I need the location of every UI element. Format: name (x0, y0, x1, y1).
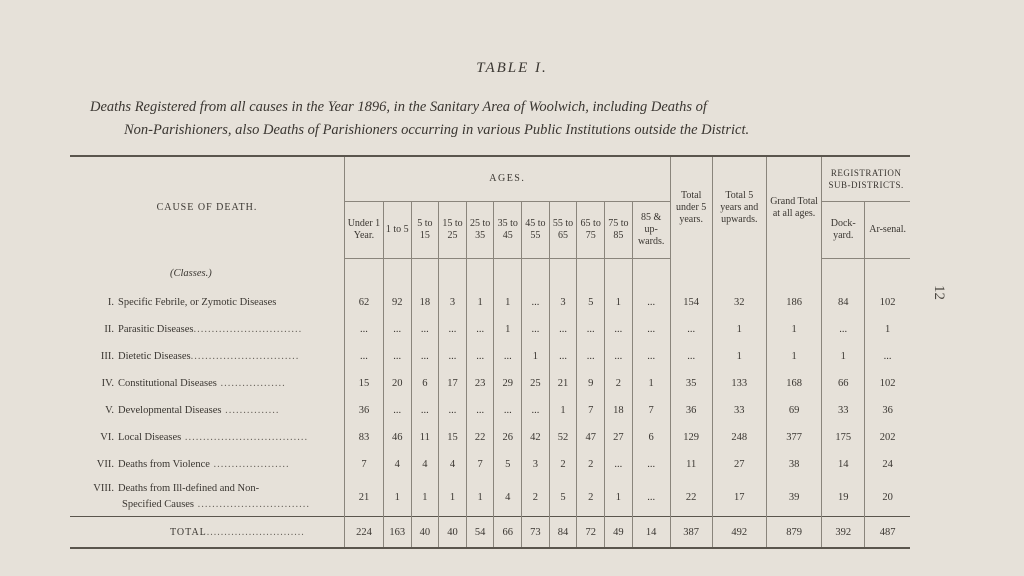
table-cell: 1 (439, 478, 467, 517)
age-col-header: 85 & up-wards. (632, 202, 670, 259)
age-col-header: 25 to 35 (466, 202, 494, 259)
table-cell: ... (549, 316, 577, 343)
table-cell: 52 (549, 424, 577, 451)
table-cell: 26 (494, 424, 522, 451)
total-under-5-header: Total under 5 years. (670, 156, 712, 259)
table-cell: 1 (766, 343, 821, 370)
table-cell: 4 (383, 451, 411, 478)
table-row (70, 424, 910, 451)
table-cell: 15 (439, 424, 467, 451)
class-numeral: I. (107, 297, 114, 308)
table-cell: ... (605, 343, 633, 370)
table-cell: 1 (411, 478, 439, 517)
table-cell: 487 (865, 517, 910, 549)
table-cell: 66 (822, 370, 865, 397)
table-cell: ... (522, 289, 550, 316)
table-cell: 42 (522, 424, 550, 451)
table-cell: 72 (577, 517, 605, 549)
table-cell: 9 (577, 370, 605, 397)
table-cell: 4 (494, 478, 522, 517)
table-row (70, 343, 910, 370)
table-cell: ... (411, 343, 439, 370)
deaths-table-container (70, 155, 910, 549)
cause-label: Deaths from Violence (118, 459, 210, 470)
table-cell: 1 (822, 343, 865, 370)
table-cell: 25 (522, 370, 550, 397)
table-row (70, 397, 910, 424)
table-cell: ... (632, 289, 670, 316)
table-cell: 5 (494, 451, 522, 478)
table-row (70, 451, 910, 478)
cause-cell (70, 343, 344, 370)
subtitle-line-1: Deaths Registered from all causes in the Year 1896, in the Sanitary Area of Woolwich, including Deaths of (90, 99, 707, 115)
table-cell: 5 (549, 478, 577, 517)
table-cell: ... (670, 343, 712, 370)
table-cell: 20 (865, 478, 910, 517)
table-cell: 17 (712, 478, 766, 517)
cause-cell (70, 370, 344, 397)
table-cell: 21 (344, 478, 383, 517)
cause-label-cont: Specified Causes (122, 499, 195, 510)
table-cell: 186 (766, 289, 821, 316)
age-col-header: Under 1 Year. (344, 202, 383, 259)
cause-label: Developmental Diseases (118, 405, 222, 416)
table-cell: 6 (632, 424, 670, 451)
total-label: TOTAL (170, 526, 207, 538)
table-cell: 3 (522, 451, 550, 478)
table-cell: 11 (411, 424, 439, 451)
table-cell: ... (466, 343, 494, 370)
table-cell: 7 (344, 451, 383, 478)
table-cell: 35 (670, 370, 712, 397)
table-cell: 24 (865, 451, 910, 478)
subtitle-line-2: Non-Parishioners, also Deaths of Parishioners occurring in various Public Institutions outside the District. (124, 122, 750, 138)
class-numeral: VI. (100, 432, 114, 443)
table-cell: 92 (383, 289, 411, 316)
table-cell: 2 (605, 370, 633, 397)
table-cell: ... (822, 316, 865, 343)
table-cell: 38 (766, 451, 821, 478)
table-cell: 14 (822, 451, 865, 478)
table-title: TABLE I. (476, 60, 548, 76)
table-cell: 6 (411, 370, 439, 397)
table-cell: ... (383, 397, 411, 424)
table-cell: ... (344, 343, 383, 370)
table-cell: 20 (383, 370, 411, 397)
age-col-header: 65 to 75 (577, 202, 605, 259)
table-cell: 1 (466, 478, 494, 517)
table-cell: 84 (822, 289, 865, 316)
cause-label: Deaths from Ill-defined and Non- (118, 483, 260, 494)
cause-cell (70, 316, 344, 343)
table-cell: 1 (494, 289, 522, 316)
cause-of-death-header: CAUSE OF DEATH. (156, 201, 258, 213)
table-cell: ... (577, 343, 605, 370)
table-cell: 33 (822, 397, 865, 424)
table-cell: 163 (383, 517, 411, 549)
table-cell: 5 (577, 289, 605, 316)
table-cell: ... (466, 316, 494, 343)
cause-cell (70, 478, 344, 517)
table-cell: ... (632, 451, 670, 478)
table-cell: ... (865, 343, 910, 370)
table-cell: 7 (577, 397, 605, 424)
age-col-header: 1 to 5 (383, 202, 411, 259)
table-cell: 2 (549, 451, 577, 478)
table-cell: 36 (344, 397, 383, 424)
table-cell: 27 (712, 451, 766, 478)
table-cell: 2 (522, 478, 550, 517)
arsenal-header: Ar-senal. (865, 202, 910, 259)
table-cell: 1 (865, 316, 910, 343)
table-cell: 21 (549, 370, 577, 397)
table-cell: ... (549, 343, 577, 370)
age-col-header: 35 to 45 (494, 202, 522, 259)
registration-districts-header: REGISTRATION SUB-DISTRICTS. (822, 156, 910, 202)
class-numeral: VIII. (93, 483, 114, 494)
table-cell: ... (439, 397, 467, 424)
table-cell: 168 (766, 370, 821, 397)
table-cell: ... (632, 343, 670, 370)
table-cell: 40 (439, 517, 467, 549)
table-cell: 36 (670, 397, 712, 424)
table-cell: 102 (865, 370, 910, 397)
cause-label: Local Diseases (118, 432, 182, 443)
table-cell: 29 (494, 370, 522, 397)
table-cell: 129 (670, 424, 712, 451)
dockyard-header: Dock-yard. (822, 202, 865, 259)
table-cell: 66 (494, 517, 522, 549)
table-cell: ... (670, 316, 712, 343)
table-cell: ... (577, 316, 605, 343)
table-cell: 18 (605, 397, 633, 424)
table-cell: ... (344, 316, 383, 343)
leader-dots: ............................ (206, 526, 305, 538)
leader-dots: .................................. (181, 432, 309, 443)
table-cell: ... (522, 397, 550, 424)
table-cell: 879 (766, 517, 821, 549)
total-5-up-header: Total 5 years and upwards. (712, 156, 766, 259)
page-number: 12 (931, 285, 947, 300)
table-row (70, 289, 910, 316)
table-cell: 47 (577, 424, 605, 451)
leader-dots: ..................... (209, 459, 290, 470)
table-cell: 133 (712, 370, 766, 397)
table-cell: 73 (522, 517, 550, 549)
table-row (70, 316, 910, 343)
table-cell: 27 (605, 424, 633, 451)
table-cell: 1 (549, 397, 577, 424)
table-cell: 11 (670, 451, 712, 478)
total-row (70, 517, 910, 549)
table-cell: 4 (411, 451, 439, 478)
cause-cell (70, 451, 344, 478)
table-cell: 3 (549, 289, 577, 316)
table-cell: 224 (344, 517, 383, 549)
table-cell: 1 (605, 289, 633, 316)
table-cell: 19 (822, 478, 865, 517)
class-numeral: V. (105, 405, 114, 416)
table-cell: ... (466, 397, 494, 424)
cause-label: Dietetic Diseases (118, 351, 191, 362)
table-cell: 32 (712, 289, 766, 316)
table-cell: ... (439, 316, 467, 343)
leader-dots: .............................. (193, 324, 303, 335)
table-cell: ... (383, 343, 411, 370)
table-body (70, 259, 910, 549)
table-cell: 1 (712, 316, 766, 343)
table-cell: 4 (439, 451, 467, 478)
table-cell: 387 (670, 517, 712, 549)
table-row (70, 478, 910, 517)
table-cell: 39 (766, 478, 821, 517)
deaths-table (70, 155, 910, 549)
table-cell: 36 (865, 397, 910, 424)
table-cell: ... (605, 451, 633, 478)
table-cell: 1 (712, 343, 766, 370)
table-cell: ... (494, 343, 522, 370)
leader-dots: .............................. (190, 351, 300, 362)
table-cell: 102 (865, 289, 910, 316)
table-cell: ... (383, 316, 411, 343)
table-cell: 175 (822, 424, 865, 451)
table-cell: 1 (522, 343, 550, 370)
classes-label: (Classes.) (170, 268, 212, 280)
cause-line-2 (74, 497, 343, 513)
table-cell: 22 (466, 424, 494, 451)
table-cell: 54 (466, 517, 494, 549)
cause-line-1 (74, 481, 343, 497)
table-cell: ... (605, 316, 633, 343)
table-cell: 248 (712, 424, 766, 451)
table-cell: 22 (670, 478, 712, 517)
age-col-header: 45 to 55 (522, 202, 550, 259)
table-cell: ... (494, 397, 522, 424)
table-cell: 17 (439, 370, 467, 397)
age-col-header: 15 to 25 (439, 202, 467, 259)
table-cell: 40 (411, 517, 439, 549)
table-cell: 492 (712, 517, 766, 549)
table-cell: 1 (632, 370, 670, 397)
leader-dots: ............................... (194, 499, 311, 510)
classes-row (70, 259, 910, 290)
cause-label: Specific Febrile, or Zymotic Diseases (118, 297, 277, 308)
table-cell: 84 (549, 517, 577, 549)
table-cell: ... (522, 316, 550, 343)
leader-dots: .................. (216, 378, 286, 389)
table-cell: ... (411, 316, 439, 343)
table-cell: 15 (344, 370, 383, 397)
class-numeral: VII. (96, 459, 114, 470)
class-numeral: IV. (101, 378, 114, 389)
table-cell: ... (632, 478, 670, 517)
table-cell: 7 (632, 397, 670, 424)
table-cell: 1 (605, 478, 633, 517)
cause-cell (70, 424, 344, 451)
table-cell: 49 (605, 517, 633, 549)
grand-total-header: Grand Total at all ages. (766, 156, 821, 259)
table-cell: 2 (577, 451, 605, 478)
age-col-header: 5 to 15 (411, 202, 439, 259)
table-cell: 392 (822, 517, 865, 549)
class-numeral: II. (104, 324, 114, 335)
table-cell: 3 (439, 289, 467, 316)
table-cell: 1 (466, 289, 494, 316)
table-cell: 377 (766, 424, 821, 451)
table-cell: 18 (411, 289, 439, 316)
table-cell: ... (411, 397, 439, 424)
cause-label: Parasitic Diseases (118, 324, 194, 335)
table-cell: 46 (383, 424, 411, 451)
table-cell: 33 (712, 397, 766, 424)
table-cell: 7 (466, 451, 494, 478)
leader-dots: ............... (221, 405, 280, 416)
table-cell: 83 (344, 424, 383, 451)
table-cell: 154 (670, 289, 712, 316)
table-subtitle (90, 96, 930, 142)
table-cell: ... (439, 343, 467, 370)
total-label-cell (70, 517, 344, 549)
table-cell: 1 (766, 316, 821, 343)
table-cell: 1 (494, 316, 522, 343)
table-row (70, 370, 910, 397)
cause-cell (70, 397, 344, 424)
cause-label: Constitutional Diseases (118, 378, 217, 389)
cause-cell (70, 289, 344, 316)
table-cell: 14 (632, 517, 670, 549)
table-cell: 2 (577, 478, 605, 517)
table-cell: 62 (344, 289, 383, 316)
age-col-header: 75 to 85 (605, 202, 633, 259)
class-numeral: III. (100, 351, 114, 362)
table-cell: ... (632, 316, 670, 343)
table-cell: 23 (466, 370, 494, 397)
age-col-header: 55 to 65 (549, 202, 577, 259)
table-cell: 1 (383, 478, 411, 517)
table-cell: 202 (865, 424, 910, 451)
table-cell: 69 (766, 397, 821, 424)
ages-header: AGES. (344, 156, 670, 202)
